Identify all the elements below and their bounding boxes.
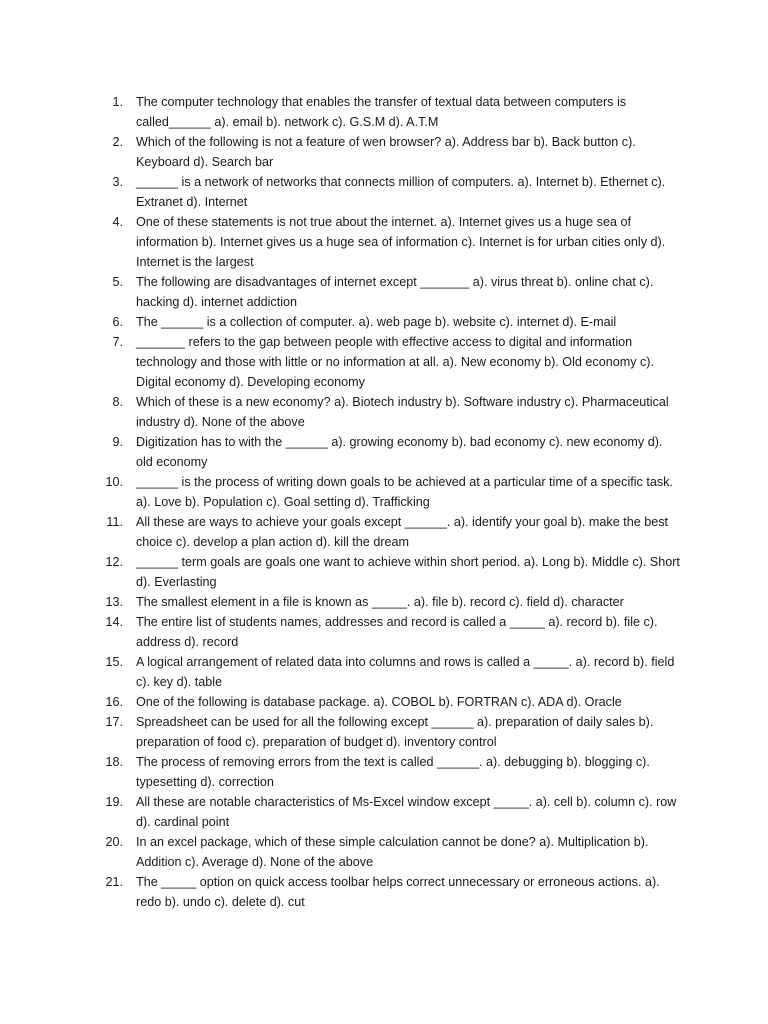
question-number: 7.	[112, 335, 123, 349]
question-item	[100, 552, 680, 592]
question-text: The following are disadvantages of internet except _______ a). virus threat b). online chat c). hacking d). internet addiction	[136, 275, 654, 309]
question-number: 19.	[105, 795, 123, 809]
question-number: 16.	[105, 695, 123, 709]
question-item	[100, 312, 680, 332]
question-text: All these are notable characteristics of Ms-Excel window except _____. a). cell b). column c). row d). cardinal point	[136, 795, 677, 829]
question-item	[100, 612, 680, 652]
question-text: ______ term goals are goals one want to achieve within short period. a). Long b). Middle c). Short d). Everlasting	[136, 555, 680, 589]
question-text: Which of the following is not a feature of wen browser? a). Address bar b). Back button c). Keyboard d). Search bar	[136, 135, 636, 169]
question-text: All these are ways to achieve your goals except ______. a). identify your goal b). make the best choice c). develop a plan action d). kill the dream	[136, 515, 669, 549]
question-number: 3.	[112, 175, 123, 189]
question-number: 15.	[105, 655, 123, 669]
question-item	[100, 872, 680, 912]
question-text: ______ is the process of writing down goals to be achieved at a particular time of a specific task. a). Love b). Population c). Goal setting d). Trafficking	[136, 475, 673, 509]
question-item	[100, 692, 680, 712]
question-number: 4.	[112, 215, 123, 229]
question-text: The _____ option on quick access toolbar helps correct unnecessary or erroneous actions. a). redo b). undo c). delete d). cut	[136, 875, 660, 909]
question-text: The entire list of students names, addresses and record is called a _____ a). record b). file c). address d). record	[136, 615, 658, 649]
question-number: 20.	[105, 835, 123, 849]
question-item	[100, 132, 680, 172]
question-text: A logical arrangement of related data into columns and rows is called a _____. a). record b). field c). key d). table	[136, 655, 675, 689]
question-text: The smallest element in a file is known as _____. a). file b). record c). field d). character	[136, 595, 624, 609]
question-number: 8.	[112, 395, 123, 409]
question-text: _______ refers to the gap between people with effective access to digital and information technology and those with little or no information at all. a). New economy b). Old economy c). Digital economy d). Developing economy	[136, 335, 654, 389]
question-number: 9.	[112, 435, 123, 449]
question-item	[100, 172, 680, 212]
question-list	[100, 92, 680, 912]
question-item	[100, 212, 680, 272]
question-item	[100, 652, 680, 692]
question-item	[100, 592, 680, 612]
question-number: 2.	[112, 135, 123, 149]
question-number: 5.	[112, 275, 123, 289]
question-number: 14.	[105, 615, 123, 629]
question-text: Spreadsheet can be used for all the following except ______ a). preparation of daily sales b). preparation of food c). preparation of budget d). inventory control	[136, 715, 654, 749]
question-item	[100, 712, 680, 752]
question-text: Digitization has to with the ______ a). growing economy b). bad economy c). new economy d). old economy	[136, 435, 663, 469]
question-item	[100, 272, 680, 312]
question-number: 17.	[105, 715, 123, 729]
question-number: 12.	[105, 555, 123, 569]
question-number: 18.	[105, 755, 123, 769]
question-item	[100, 752, 680, 792]
question-number: 13.	[105, 595, 123, 609]
question-text: The process of removing errors from the text is called ______. a). debugging b). blogging c). typesetting d). correction	[136, 755, 650, 789]
question-item	[100, 472, 680, 512]
question-item	[100, 92, 680, 132]
question-number: 11.	[106, 515, 123, 529]
question-number: 1.	[112, 95, 123, 109]
question-item	[100, 512, 680, 552]
question-text: The computer technology that enables the transfer of textual data between computers is called______ a). email b). network c). G.S.M d). A.T.M	[136, 95, 627, 129]
question-text: One of the following is database package. a). COBOL b). FORTRAN c). ADA d). Oracle	[136, 695, 622, 709]
question-number: 10.	[105, 475, 123, 489]
question-text: One of these statements is not true about the internet. a). Internet gives us a huge sea of information b). Internet gives us a huge sea of information c). Internet is for urban cities only d). Internet is the largest	[136, 215, 666, 269]
question-text: The ______ is a collection of computer. a). web page b). website c). internet d). E-mail	[136, 315, 617, 329]
question-item	[100, 332, 680, 392]
question-number: 6.	[112, 315, 123, 329]
question-number: 21.	[105, 875, 123, 889]
question-item	[100, 832, 680, 872]
question-item	[100, 392, 680, 432]
question-text: In an excel package, which of these simple calculation cannot be done? a). Multiplication b). Addition c). Average d). None of the above	[136, 835, 649, 869]
question-item	[100, 432, 680, 472]
question-text: Which of these is a new economy? a). Biotech industry b). Software industry c). Pharmaceutical industry d). None of the above	[136, 395, 669, 429]
question-text: ______ is a network of networks that connects million of computers. a). Internet b). Ethernet c). Extranet d). Internet	[136, 175, 666, 209]
question-item	[100, 792, 680, 832]
